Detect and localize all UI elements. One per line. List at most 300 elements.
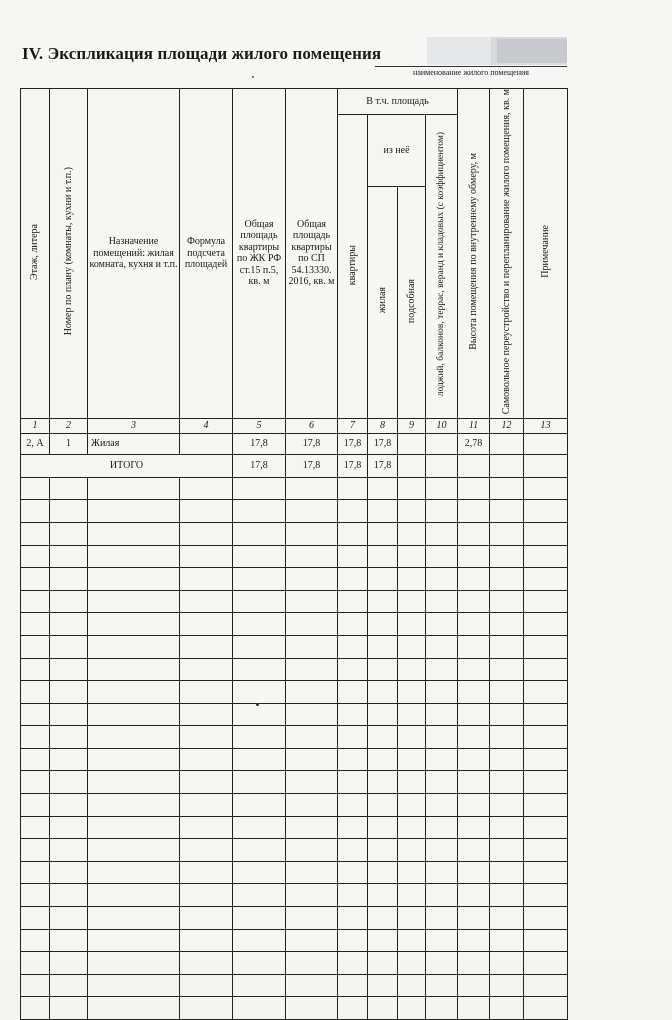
empty-cell <box>490 929 524 952</box>
cell-height: 2,78 <box>458 433 490 454</box>
empty-cell <box>490 613 524 636</box>
cell-purpose: Жилая <box>88 433 180 454</box>
table-row <box>21 433 568 454</box>
total-loggias <box>426 454 458 477</box>
empty-cell <box>233 952 286 975</box>
empty-cell <box>180 952 233 975</box>
cell-self-reconstruction <box>490 433 524 454</box>
empty-cell <box>458 748 490 771</box>
empty-cell <box>21 839 50 862</box>
empty-cell <box>368 884 398 907</box>
empty-table-row <box>21 997 568 1020</box>
empty-table-row <box>21 839 568 862</box>
empty-cell <box>458 590 490 613</box>
empty-cell <box>426 907 458 930</box>
empty-cell <box>338 703 368 726</box>
empty-cell <box>426 500 458 523</box>
empty-cell <box>21 590 50 613</box>
empty-cell <box>88 500 180 523</box>
empty-cell <box>50 884 88 907</box>
redaction-block <box>497 39 567 63</box>
empty-cell <box>398 861 426 884</box>
empty-table-row <box>21 884 568 907</box>
empty-cell <box>88 794 180 817</box>
empty-cell <box>21 658 50 681</box>
empty-cell <box>88 816 180 839</box>
header-living: жилая <box>368 186 398 418</box>
empty-cell <box>458 703 490 726</box>
empty-cell <box>338 794 368 817</box>
empty-cell <box>21 703 50 726</box>
empty-cell <box>233 590 286 613</box>
empty-cell <box>50 997 88 1020</box>
empty-cell <box>368 545 398 568</box>
empty-cell <box>458 771 490 794</box>
empty-cell <box>50 522 88 545</box>
empty-cell <box>286 907 338 930</box>
header-total-zhk: Общая площадь квартиры по ЖК РФ ст.15 п.5, кв. м <box>233 89 286 419</box>
empty-cell <box>21 861 50 884</box>
empty-cell <box>286 748 338 771</box>
empty-cell <box>524 794 568 817</box>
empty-cell <box>180 500 233 523</box>
empty-cell <box>524 658 568 681</box>
empty-cell <box>180 726 233 749</box>
empty-cell <box>338 500 368 523</box>
empty-cell <box>426 590 458 613</box>
empty-cell <box>490 500 524 523</box>
empty-cell <box>398 522 426 545</box>
empty-cell <box>50 952 88 975</box>
empty-cell <box>490 568 524 591</box>
empty-cell <box>286 861 338 884</box>
empty-cell <box>21 771 50 794</box>
empty-cell <box>286 884 338 907</box>
empty-cell <box>458 477 490 500</box>
empty-cell <box>338 477 368 500</box>
empty-cell <box>88 839 180 862</box>
empty-cell <box>426 568 458 591</box>
empty-cell <box>286 703 338 726</box>
empty-cell <box>180 681 233 704</box>
empty-cell <box>233 500 286 523</box>
empty-cell <box>524 884 568 907</box>
empty-cell <box>338 997 368 1020</box>
empty-cell <box>50 635 88 658</box>
empty-cell <box>524 477 568 500</box>
empty-cell <box>398 726 426 749</box>
column-number: 13 <box>524 418 568 433</box>
empty-cell <box>398 477 426 500</box>
cell-living: 17,8 <box>368 433 398 454</box>
empty-cell <box>88 522 180 545</box>
empty-cell <box>21 929 50 952</box>
header-floor: Этаж, литера <box>21 89 50 419</box>
empty-cell <box>426 884 458 907</box>
empty-cell <box>180 590 233 613</box>
cell-auxiliary <box>398 433 426 454</box>
empty-cell <box>233 816 286 839</box>
empty-cell <box>233 726 286 749</box>
empty-cell <box>338 839 368 862</box>
empty-cell <box>368 974 398 997</box>
empty-cell <box>50 861 88 884</box>
empty-cell <box>490 748 524 771</box>
empty-cell <box>524 522 568 545</box>
empty-cell <box>21 568 50 591</box>
empty-cell <box>88 568 180 591</box>
speck <box>252 76 254 78</box>
empty-cell <box>524 771 568 794</box>
empty-cell <box>286 929 338 952</box>
empty-cell <box>398 681 426 704</box>
empty-cell <box>233 681 286 704</box>
empty-cell <box>426 794 458 817</box>
empty-cell <box>21 726 50 749</box>
empty-cell <box>368 748 398 771</box>
empty-cell <box>490 884 524 907</box>
empty-rows <box>21 477 568 1019</box>
empty-cell <box>490 635 524 658</box>
empty-cell <box>88 590 180 613</box>
empty-cell <box>286 568 338 591</box>
empty-cell <box>368 635 398 658</box>
empty-table-row <box>21 658 568 681</box>
empty-cell <box>338 884 368 907</box>
empty-cell <box>50 703 88 726</box>
empty-cell <box>180 635 233 658</box>
empty-cell <box>180 522 233 545</box>
empty-cell <box>21 613 50 636</box>
empty-cell <box>180 748 233 771</box>
empty-cell <box>458 500 490 523</box>
total-zhk: 17,8 <box>233 454 286 477</box>
empty-cell <box>458 522 490 545</box>
empty-cell <box>524 974 568 997</box>
header-self-reconstruction: Самовольное переустройство и перепланирование жилого помещения, кв. м <box>490 89 524 419</box>
name-underline <box>375 66 567 67</box>
empty-cell <box>338 952 368 975</box>
section-title: IV. Экспликация площади жилого помещения <box>22 44 382 63</box>
empty-cell <box>338 907 368 930</box>
empty-table-row <box>21 703 568 726</box>
empty-cell <box>286 681 338 704</box>
empty-cell <box>286 816 338 839</box>
empty-cell <box>524 500 568 523</box>
empty-cell <box>50 771 88 794</box>
empty-cell <box>426 477 458 500</box>
speck <box>256 703 259 706</box>
empty-cell <box>426 816 458 839</box>
empty-cell <box>286 477 338 500</box>
empty-cell <box>524 907 568 930</box>
column-number: 6 <box>286 418 338 433</box>
empty-table-row <box>21 907 568 930</box>
empty-cell <box>233 568 286 591</box>
empty-cell <box>88 703 180 726</box>
empty-cell <box>368 658 398 681</box>
empty-cell <box>524 568 568 591</box>
column-number: 4 <box>180 418 233 433</box>
empty-cell <box>50 907 88 930</box>
cell-room: 1 <box>50 433 88 454</box>
empty-cell <box>398 771 426 794</box>
empty-cell <box>490 726 524 749</box>
empty-cell <box>88 952 180 975</box>
cell-total-sp: 17,8 <box>286 433 338 454</box>
empty-cell <box>490 997 524 1020</box>
empty-cell <box>426 613 458 636</box>
empty-cell <box>286 613 338 636</box>
total-apartment: 17,8 <box>338 454 368 477</box>
empty-cell <box>21 997 50 1020</box>
name-caption: наименование жилого помещения <box>413 68 529 77</box>
empty-cell <box>458 974 490 997</box>
empty-cell <box>50 794 88 817</box>
empty-cell <box>458 635 490 658</box>
empty-cell <box>458 613 490 636</box>
empty-cell <box>180 861 233 884</box>
empty-cell <box>180 658 233 681</box>
empty-cell <box>398 839 426 862</box>
empty-cell <box>398 997 426 1020</box>
empty-cell <box>426 703 458 726</box>
empty-cell <box>490 861 524 884</box>
empty-cell <box>21 681 50 704</box>
empty-table-row <box>21 771 568 794</box>
empty-cell <box>490 839 524 862</box>
redaction-block <box>427 37 491 65</box>
header-room-number: Номер по плану (комнаты, кухни и т.п.) <box>50 89 88 419</box>
header-auxiliary: подсобная <box>398 186 426 418</box>
empty-cell <box>524 816 568 839</box>
empty-cell <box>286 726 338 749</box>
empty-table-row <box>21 974 568 997</box>
total-self-reconstruction <box>490 454 524 477</box>
empty-cell <box>524 613 568 636</box>
empty-cell <box>368 861 398 884</box>
empty-cell <box>88 884 180 907</box>
total-living: 17,8 <box>368 454 398 477</box>
empty-cell <box>286 839 338 862</box>
empty-table-row <box>21 748 568 771</box>
empty-cell <box>50 748 88 771</box>
total-note <box>524 454 568 477</box>
cell-formula <box>180 433 233 454</box>
redacted-name-area <box>427 37 567 65</box>
empty-cell <box>233 545 286 568</box>
empty-cell <box>368 726 398 749</box>
explication-table <box>20 88 568 1020</box>
empty-cell <box>21 884 50 907</box>
empty-table-row <box>21 861 568 884</box>
empty-cell <box>524 726 568 749</box>
cell-apartment: 17,8 <box>338 433 368 454</box>
empty-cell <box>368 771 398 794</box>
empty-cell <box>88 861 180 884</box>
cell-total-zhk: 17,8 <box>233 433 286 454</box>
empty-cell <box>233 794 286 817</box>
empty-cell <box>338 590 368 613</box>
header-loggias: лоджий, балконов, террас, веранд и кладовых (с коэффициентом) <box>426 115 458 419</box>
empty-cell <box>524 952 568 975</box>
empty-cell <box>88 748 180 771</box>
header-total-sp: Общая площадь квартиры по СП 54.13330. 2016, кв. м <box>286 89 338 419</box>
empty-cell <box>398 816 426 839</box>
empty-cell <box>233 477 286 500</box>
empty-cell <box>233 613 286 636</box>
empty-cell <box>180 613 233 636</box>
empty-cell <box>368 816 398 839</box>
empty-cell <box>458 997 490 1020</box>
empty-cell <box>88 681 180 704</box>
empty-cell <box>458 726 490 749</box>
empty-cell <box>426 974 458 997</box>
empty-table-row <box>21 794 568 817</box>
empty-cell <box>180 884 233 907</box>
empty-cell <box>286 771 338 794</box>
empty-cell <box>50 568 88 591</box>
empty-cell <box>338 545 368 568</box>
empty-cell <box>180 816 233 839</box>
empty-cell <box>50 613 88 636</box>
empty-cell <box>233 522 286 545</box>
empty-table-row <box>21 635 568 658</box>
empty-cell <box>458 568 490 591</box>
empty-cell <box>524 635 568 658</box>
empty-table-row <box>21 613 568 636</box>
empty-cell <box>426 997 458 1020</box>
empty-cell <box>180 545 233 568</box>
empty-cell <box>398 929 426 952</box>
empty-cell <box>180 997 233 1020</box>
total-label: ИТОГО <box>21 454 233 477</box>
empty-cell <box>426 635 458 658</box>
empty-cell <box>458 681 490 704</box>
column-number: 5 <box>233 418 286 433</box>
empty-cell <box>426 929 458 952</box>
empty-cell <box>88 907 180 930</box>
empty-cell <box>50 658 88 681</box>
empty-cell <box>21 545 50 568</box>
empty-cell <box>338 748 368 771</box>
empty-cell <box>286 952 338 975</box>
empty-table-row <box>21 816 568 839</box>
header-incl-area: В т.ч. площадь <box>338 89 458 115</box>
empty-cell <box>338 568 368 591</box>
empty-cell <box>88 658 180 681</box>
empty-cell <box>338 974 368 997</box>
empty-cell <box>180 794 233 817</box>
column-number: 3 <box>88 418 180 433</box>
empty-table-row <box>21 568 568 591</box>
empty-cell <box>286 658 338 681</box>
empty-cell <box>398 974 426 997</box>
empty-cell <box>233 635 286 658</box>
empty-cell <box>426 748 458 771</box>
header-formula: Формула подсчета площадей <box>180 89 233 419</box>
empty-cell <box>233 839 286 862</box>
empty-cell <box>88 771 180 794</box>
column-number: 12 <box>490 418 524 433</box>
empty-cell <box>426 861 458 884</box>
empty-cell <box>286 635 338 658</box>
empty-cell <box>398 590 426 613</box>
empty-cell <box>338 522 368 545</box>
empty-cell <box>458 907 490 930</box>
empty-cell <box>458 952 490 975</box>
empty-cell <box>368 929 398 952</box>
empty-cell <box>180 568 233 591</box>
empty-cell <box>338 816 368 839</box>
empty-cell <box>286 500 338 523</box>
empty-cell <box>524 681 568 704</box>
empty-table-row <box>21 500 568 523</box>
empty-cell <box>490 974 524 997</box>
cell-floor: 2, А <box>21 433 50 454</box>
empty-cell <box>180 907 233 930</box>
empty-cell <box>338 658 368 681</box>
empty-cell <box>458 861 490 884</box>
empty-cell <box>21 974 50 997</box>
empty-cell <box>524 929 568 952</box>
empty-cell <box>233 703 286 726</box>
empty-table-row <box>21 477 568 500</box>
empty-cell <box>338 929 368 952</box>
empty-cell <box>180 771 233 794</box>
empty-cell <box>524 839 568 862</box>
empty-cell <box>524 997 568 1020</box>
empty-cell <box>524 748 568 771</box>
empty-cell <box>286 974 338 997</box>
empty-cell <box>286 522 338 545</box>
empty-cell <box>398 748 426 771</box>
empty-table-row <box>21 681 568 704</box>
total-sp: 17,8 <box>286 454 338 477</box>
empty-cell <box>50 929 88 952</box>
column-numbers-row <box>21 418 568 433</box>
empty-cell <box>368 794 398 817</box>
empty-cell <box>21 748 50 771</box>
empty-cell <box>233 748 286 771</box>
empty-cell <box>88 545 180 568</box>
empty-cell <box>398 703 426 726</box>
empty-cell <box>21 816 50 839</box>
empty-cell <box>50 726 88 749</box>
empty-cell <box>50 500 88 523</box>
empty-cell <box>458 884 490 907</box>
empty-cell <box>368 477 398 500</box>
empty-cell <box>490 816 524 839</box>
empty-cell <box>286 794 338 817</box>
empty-table-row <box>21 590 568 613</box>
empty-cell <box>286 997 338 1020</box>
empty-cell <box>233 997 286 1020</box>
empty-cell <box>398 545 426 568</box>
empty-table-row <box>21 545 568 568</box>
empty-cell <box>88 997 180 1020</box>
empty-cell <box>490 952 524 975</box>
empty-cell <box>21 794 50 817</box>
empty-cell <box>88 726 180 749</box>
empty-cell <box>458 545 490 568</box>
empty-table-row <box>21 726 568 749</box>
empty-cell <box>286 590 338 613</box>
column-number: 1 <box>21 418 50 433</box>
empty-cell <box>180 477 233 500</box>
empty-cell <box>368 703 398 726</box>
empty-cell <box>368 590 398 613</box>
